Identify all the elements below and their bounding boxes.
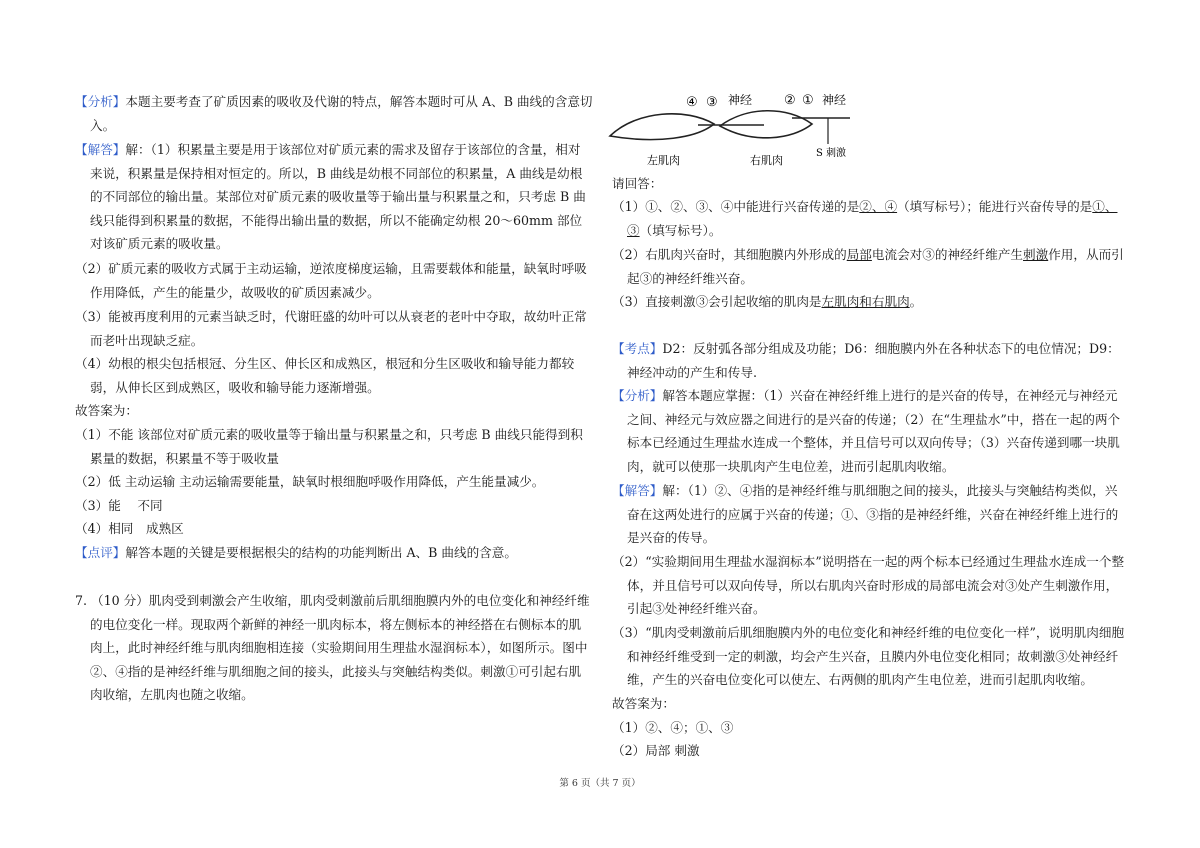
question-r2 — [612, 243, 1130, 290]
r2-text-e: 作用，从而引起③的神经纤维兴奋。 — [627, 247, 1124, 286]
r1-text-c: （填写标号）；能进行兴奋传导的是 — [897, 199, 1093, 214]
solution-text-1: 解：（1）积累量主要是用于该部位对矿质元素的需求及留存于该部位的含量，相对来说，积累量是保持相对恒定的。所以，B 曲线是幼根不同部位的积累量，A 曲线是幼根的不同部位的输出量。某部位对矿质元素的吸收量等于输出量与积累量之和，只考虑 B 曲线只能得到积累量的数据，不能得出输出量的数据，所以不能确定幼根 20～60mm 部位对该矿质元素的吸收量。 — [90, 142, 586, 252]
r1-text-e: （填写标号）。 — [639, 222, 722, 238]
r3-text-c: 。 — [909, 294, 923, 309]
label-nerve-right: 神经 — [822, 93, 847, 107]
solution-tag: 【解答】 — [75, 142, 126, 157]
answer-right-2: （2）局部 刺激 — [612, 743, 700, 758]
solution-paragraph — [75, 138, 593, 256]
solution-right-2: （2）“实验期间用生理盐水湿润标本”说明搭在一起的两个标本已经通过生理盐水连成一个整体，并且信号可以双向传导，所以右肌肉兴奋时形成的局部电流会对③处产生刺激作用，引起③处神经纤维兴奋。 — [612, 554, 1125, 617]
question-r3 — [612, 290, 1130, 314]
solution-right-3: （3）“肌肉受刺激前后肌细胞膜内外的电位变化和神经纤维的电位变化一样”，说明肌肉细胞和神经纤维受到一定的刺激，均会产生兴奋，且膜内外电位变化相同；故刺激③处神经纤维，产生的兴奋电位变化可以使左、右两侧的肌肉产生电位差，进而引起肌肉收缩。 — [612, 625, 1125, 688]
keypoint-paragraph — [612, 337, 1130, 384]
answer-right-1: （1）②、④；①、③ — [612, 720, 734, 735]
label-nerve-left: 神经 — [728, 93, 753, 107]
label-1: ① — [802, 93, 814, 108]
please-answer: 请回答： — [612, 176, 663, 191]
comment-paragraph — [75, 541, 593, 565]
r1-answer-transmission: ②、④ — [859, 199, 898, 214]
label-stimulus: S 刺激 — [816, 148, 847, 159]
r3-text-a: （3）直接刺激③会引起收缩的肌肉是 — [612, 294, 822, 309]
answer-title: 故答案为： — [75, 403, 138, 418]
answer-1: （1）不能 该部位对矿质元素的吸收量等于输出量与积累量之和，只考虑 B 曲线只能得到积累量的数据，积累量不等于吸收量 — [75, 427, 583, 466]
comment-text: 解答本题的关键是要根据根尖的结构的功能判断出 A、B 曲线的含意。 — [125, 545, 517, 560]
solution-text-2: （2）矿质元素的吸收方式属于主动运输，逆浓度梯度运输，且需要载体和能量，缺氧时呼吸作用降低，产生的能量少，故吸收的矿质因素减少。 — [75, 261, 587, 300]
solution-tag-right: 【解答】 — [612, 483, 663, 498]
solution-paragraph-right — [612, 479, 1130, 550]
answer-4: （4）相同 成熟区 — [75, 521, 184, 536]
solution-right-1: 解：（1）②、④指的是神经纤维与肌细胞之间的接头，此接头与突触结构类似，兴奋在这两处进行的应属于兴奋的传递；①、③指的是神经纤维，兴奋在神经纤维上进行的是兴奋的传导。 — [627, 483, 1119, 546]
answer-3: （3）能 不同 — [75, 498, 163, 513]
keypoint-tag: 【考点】 — [612, 341, 663, 356]
analysis-tag: 【分析】 — [75, 94, 126, 109]
keypoint-text: D2：反射弧各部分组成及功能；D6：细胞膜内外在各种状态下的电位情况；D9：神经冲动的产生和传导. — [627, 341, 1120, 380]
analysis-paragraph — [75, 90, 593, 137]
r3-answer-muscles: 左肌肉和右肌肉 — [821, 294, 910, 309]
solution-text-3: （3）能被再度利用的元素当缺乏时，代谢旺盛的幼叶可以从衰老的老叶中夺取，故幼叶正常而老叶出现缺乏症。 — [75, 309, 587, 348]
label-2: ② — [784, 93, 796, 108]
nerve-muscle-figure — [602, 88, 862, 170]
answer-title-right: 故答案为： — [612, 696, 675, 711]
label-4: ④ — [686, 95, 698, 110]
question-7: 7. （10 分）肌肉受到刺激会产生收缩，肌肉受刺激前后肌细胞膜内外的电位变化和神经纤维的电位变化一样。现取两个新鲜的神经一肌肉标本，将左侧标本的神经搭在右侧标本的肌肉上，此时神经纤维与肌肉细胞相连接（实验期间用生理盐水湿润标本），如图所示。图中②、④指的是神经纤维与肌细胞之间的接头，此接头与突触结构类似。刺激①可引起右肌肉收缩，左肌肉也随之收缩。 — [75, 593, 590, 703]
r2-answer-local: 局部 — [846, 247, 872, 262]
solution-text-4: （4）幼根的根尖包括根冠、分生区、伸长区和成熟区，根冠和分生区吸收和输导能力都较弱，从伸长区到成熟区，吸收和输导能力逐渐增强。 — [75, 356, 575, 395]
label-right-muscle: 右肌肉 — [750, 154, 783, 167]
r2-answer-stimulus: 刺激 — [1023, 247, 1049, 262]
r1-answer-conduction: ①、③ — [627, 199, 1118, 238]
analysis-paragraph-right — [612, 384, 1130, 478]
analysis-text: 本题主要考查了矿质因素的吸收及代谢的特点，解答本题时可从 A、B 曲线的含意切入。 — [90, 94, 593, 133]
analysis-tag-right: 【分析】 — [612, 388, 663, 403]
r1-text-a: （1）①、②、③、④中能进行兴奋传递的是 — [612, 199, 860, 214]
page-footer: 第 6 页（共 7 页） — [559, 778, 641, 789]
label-left-muscle: 左肌肉 — [647, 154, 680, 167]
r2-text-c: 电流会对③的神经纤维产生 — [871, 247, 1024, 262]
left-muscle-shape — [610, 114, 714, 140]
analysis-text-right: 解答本题应掌握：（1）兴奋在神经纤维上进行的是兴奋的传导，在神经元与神经元之间、神经元与效应器之间进行的是兴奋的传递；（2）在“生理盐水”中，搭在一起的两个标本已经通过生理盐水连成一个整体，并且信号可以双向传导；（3）兴奋传递到哪一块肌肉，就可以使那一块肌肉产生电位差，进而引起肌肉收缩。 — [627, 388, 1121, 474]
label-3: ③ — [706, 95, 718, 110]
answer-2: （2）低 主动运输 主动运输需要能量，缺氧时根细胞呼吸作用降低，产生能量减少。 — [75, 474, 545, 489]
question-r1 — [612, 195, 1130, 242]
comment-tag: 【点评】 — [75, 545, 126, 560]
r2-text-a: （2）右肌肉兴奋时，其细胞膜内外形成的 — [612, 247, 847, 262]
